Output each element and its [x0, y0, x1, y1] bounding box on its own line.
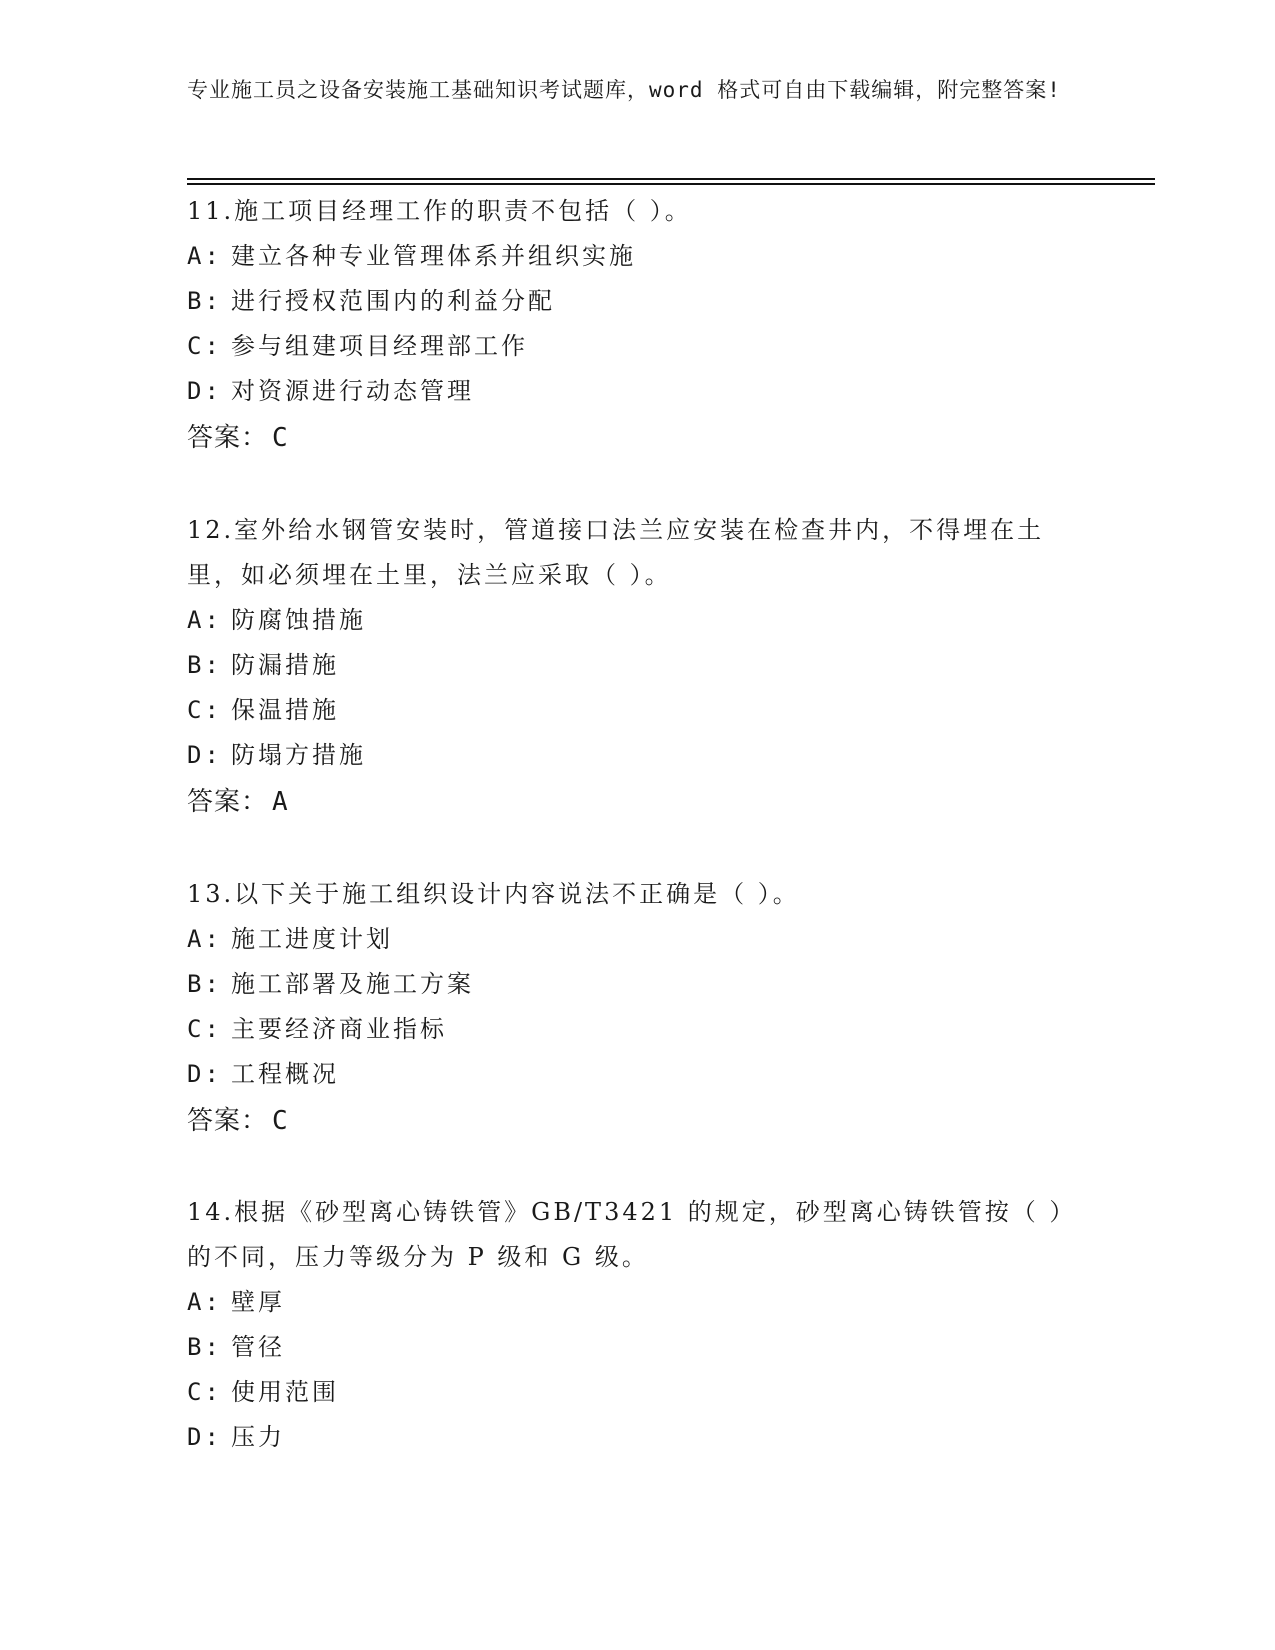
option-d	[187, 1052, 1087, 1097]
option-text: 使用范围	[231, 1378, 339, 1406]
option-c	[187, 1370, 1087, 1415]
answer-line	[187, 414, 1087, 462]
option-letter: D:	[187, 1423, 222, 1451]
option-letter: B:	[187, 970, 222, 998]
header-intro-text: 专业施工员之设备安装施工基础知识考试题库，word 格式可自由下载编辑，附完整答案!	[187, 78, 1061, 102]
option-letter: D:	[187, 741, 222, 769]
question-block	[187, 1190, 1087, 1460]
option-letter: D:	[187, 377, 222, 405]
answer-value: C	[272, 423, 289, 453]
answer-value: A	[272, 787, 289, 817]
question-stem: 13.以下关于施工组织设计内容说法不正确是（ ）。	[187, 880, 800, 908]
answer-value: C	[272, 1106, 289, 1136]
answer-label: 答案：	[187, 1106, 269, 1136]
option-text: 参与组建项目经理部工作	[231, 332, 528, 360]
option-d	[187, 733, 1087, 778]
option-a	[187, 1280, 1087, 1325]
question-stem: 11.施工项目经理工作的职责不包括（ ）。	[187, 197, 692, 225]
option-text: 进行授权范围内的利益分配	[231, 287, 555, 315]
option-letter: C:	[187, 1378, 222, 1406]
option-b	[187, 962, 1087, 1007]
option-letter: C:	[187, 1015, 222, 1043]
answer-label: 答案：	[187, 423, 269, 453]
option-c	[187, 688, 1087, 733]
option-letter: A:	[187, 925, 222, 953]
header-divider-top	[187, 178, 1155, 180]
document-header	[187, 74, 1067, 106]
option-text: 对资源进行动态管理	[231, 377, 474, 405]
option-c	[187, 324, 1087, 369]
option-letter: C:	[187, 696, 222, 724]
question-block	[187, 508, 1087, 826]
option-a	[187, 234, 1087, 279]
option-text: 主要经济商业指标	[231, 1015, 447, 1043]
option-text: 壁厚	[231, 1288, 285, 1316]
option-text: 防塌方措施	[231, 741, 366, 769]
option-text: 防漏措施	[231, 651, 339, 679]
option-letter: D:	[187, 1060, 222, 1088]
option-a	[187, 917, 1087, 962]
option-letter: A:	[187, 242, 222, 270]
answer-line	[187, 778, 1087, 826]
question-block	[187, 872, 1087, 1145]
option-text: 保温措施	[231, 696, 339, 724]
option-b	[187, 279, 1087, 324]
option-letter: B:	[187, 287, 222, 315]
question-stem: 12.室外给水钢管安装时，管道接口法兰应安装在检查井内，不得埋在土里，如必须埋在土里，法兰应采取（ ）。	[187, 516, 1045, 589]
option-b	[187, 1325, 1087, 1370]
answer-line	[187, 1097, 1087, 1145]
question-block	[187, 189, 1087, 462]
option-text: 施工部署及施工方案	[231, 970, 474, 998]
question-stem: 14.根据《砂型离心铸铁管》GB/T3421 的规定，砂型离心铸铁管按（ ）的不同，压力等级分为 P 级和 G 级。	[187, 1198, 1077, 1271]
option-b	[187, 643, 1087, 688]
option-text: 压力	[231, 1423, 285, 1451]
answer-label: 答案：	[187, 787, 269, 817]
option-letter: B:	[187, 1333, 222, 1361]
header-divider-bottom	[187, 183, 1155, 185]
option-letter: B:	[187, 651, 222, 679]
option-d	[187, 369, 1087, 414]
option-letter: A:	[187, 606, 222, 634]
option-a	[187, 598, 1087, 643]
option-letter: C:	[187, 332, 222, 360]
option-text: 防腐蚀措施	[231, 606, 366, 634]
option-text: 管径	[231, 1333, 285, 1361]
option-text: 施工进度计划	[231, 925, 393, 953]
option-c	[187, 1007, 1087, 1052]
option-text: 建立各种专业管理体系并组织实施	[231, 242, 636, 270]
option-letter: A:	[187, 1288, 222, 1316]
option-text: 工程概况	[231, 1060, 339, 1088]
option-d	[187, 1415, 1087, 1460]
